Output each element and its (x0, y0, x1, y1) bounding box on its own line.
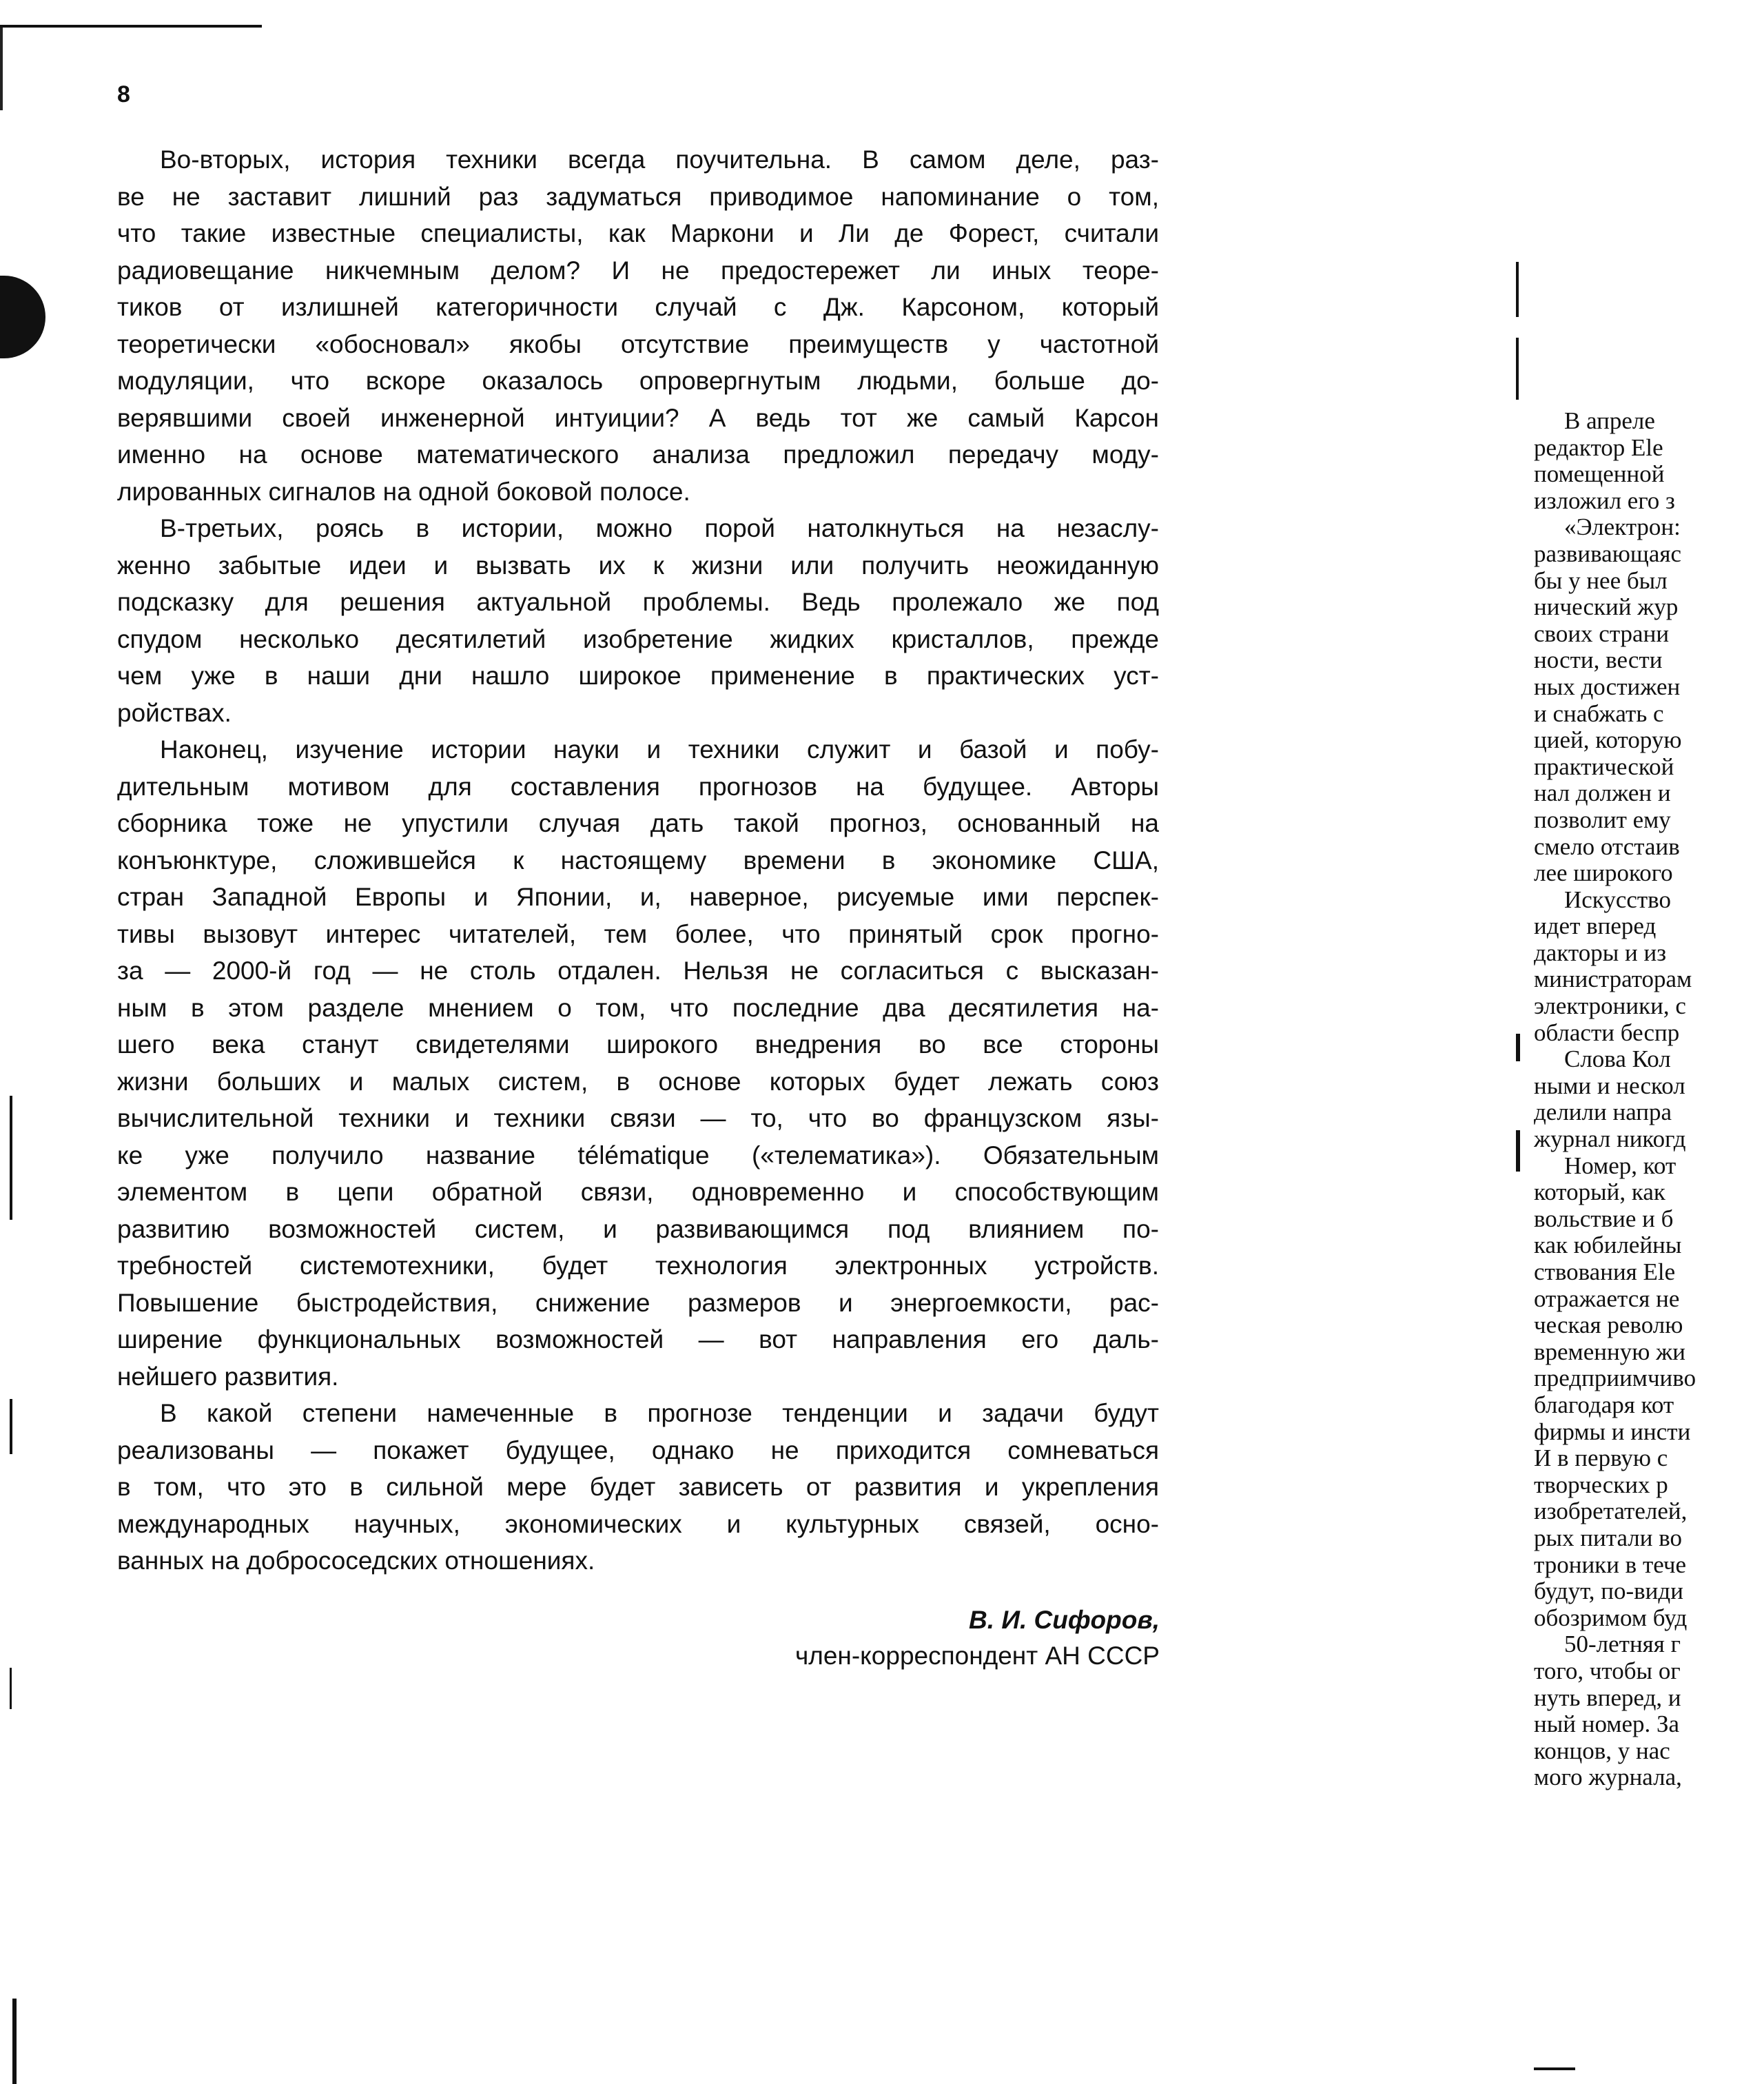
gutter-mark-4 (1516, 1130, 1520, 1172)
paragraph-line: дительным мотивом для составления прогнозов на будущее. Авторы (117, 772, 1159, 801)
author-name: В. И. Сифоров, (969, 1606, 1160, 1634)
paragraph-line: Повышение быстродействия, снижение размеров и энергоемкости, рас- (117, 1288, 1159, 1317)
side-column-line: предприимчиво (1534, 1365, 1696, 1392)
paragraph-line: ройствах. (117, 698, 232, 727)
signature-block (795, 1602, 1160, 1674)
scan-edge-mark-2 (10, 1399, 12, 1454)
paragraph-line: реализованы — покажет будущее, однако не приходится сомневаться (117, 1436, 1159, 1464)
paragraph-line: теоретически «обосновал» якобы отсутствие преимуществ у частотной (117, 329, 1159, 358)
side-column-line: И в первую с (1534, 1444, 1668, 1472)
paragraph-line: развитию возможностей систем, и развивающимся под влиянием по- (117, 1214, 1159, 1243)
side-column-line: бы у нее был (1534, 566, 1668, 594)
paragraph-line: радиовещание никчемным делом? И не предостережет ли иных теоре- (117, 256, 1159, 285)
side-column-line: дакторы и из (1534, 939, 1667, 966)
paragraph-line: спудом несколько десятилетий изобретение жидких кристаллов, прежде (117, 624, 1159, 653)
side-column-line: концов, у нас (1534, 1737, 1670, 1764)
paragraph-line: модуляции, что вскоре оказалось опровергнутым людьми, больше до- (117, 367, 1159, 395)
article-paragraph (117, 141, 1159, 510)
side-column-line: того, чтобы ог (1534, 1657, 1681, 1684)
paragraph-line: за — 2000-й год — не столь отдален. Нельзя не согласиться с высказан- (117, 957, 1159, 985)
paragraph-line: что такие известные специалисты, как Маркони и Ли де Форест, считали (117, 219, 1159, 247)
scan-edge-bottom (12, 1999, 17, 2084)
side-column-line: изобретателей, (1534, 1498, 1688, 1525)
side-column-line: области беспр (1534, 1019, 1680, 1046)
paragraph-line: ным в этом разделе мнением о том, что последние два десятилетия на- (117, 993, 1159, 1022)
side-column-line: ных достижен (1534, 673, 1681, 700)
side-column-line: смело отстаив (1534, 832, 1680, 860)
side-column-line: Номер, кот (1564, 1152, 1676, 1179)
side-column-line: Искусство (1564, 886, 1671, 913)
paragraph-line: именно на основе математического анализа предложил передачу моду- (117, 440, 1159, 469)
paragraph-line: чем уже в наши дни нашло широкое применение в практических уст- (117, 662, 1159, 690)
side-column-line: вольствие и б (1534, 1205, 1674, 1232)
paragraph-line: элементом в цепи обратной связи, одновременно и способствующим (117, 1178, 1159, 1206)
side-column-line: и снабжать с (1534, 699, 1664, 727)
paragraph-line: ванных на добрососедских отношениях. (117, 1546, 595, 1575)
scan-edge-mark-1 (10, 1096, 12, 1220)
side-column-line: будут, по-види (1534, 1577, 1683, 1605)
scan-edge-left (0, 28, 3, 110)
paragraph-line: Наконец, изучение истории науки и техники служит и базой и побу- (160, 735, 1159, 764)
paragraph-line: международных научных, экономических и культурных связей, осно- (117, 1509, 1159, 1538)
side-column-line: идет вперед (1534, 912, 1657, 940)
article-paragraph (117, 731, 1159, 1395)
paragraph-line: ширение функциональных возможностей — вот направления его даль- (117, 1325, 1159, 1353)
side-column-line: изложил его з (1534, 487, 1675, 514)
paragraph-line: сборника тоже не упустили случая дать такой прогноз, основанный на (117, 809, 1159, 837)
adjacent-page-column (1534, 408, 1764, 1791)
side-column-line: своих страни (1534, 620, 1670, 647)
side-column-line: редактор Ele (1534, 433, 1663, 461)
side-column-line: министраторам (1534, 966, 1692, 993)
paragraph-line: ве не заставит лишний раз задуматься приводимое напоминание о том, (117, 182, 1159, 211)
side-column-line: нуть вперед, и (1534, 1684, 1681, 1711)
scan-blot (0, 276, 45, 358)
article-paragraph (117, 510, 1159, 731)
side-column-line: ствования Ele (1534, 1258, 1676, 1285)
side-column-line: который, как (1534, 1178, 1665, 1206)
side-column-line: ный номер. За (1534, 1710, 1680, 1738)
gutter-mark-1 (1516, 262, 1519, 317)
paragraph-line: лированных сигналов на одной боковой полосе. (117, 477, 690, 506)
side-column-line: цией, которую (1534, 726, 1682, 754)
paragraph-line: женно забытые идеи и вызвать их к жизни или получить неожиданную (117, 551, 1159, 580)
paragraph-line: Во-вторых, история техники всегда поучительна. В самом деле, раз- (160, 145, 1159, 174)
side-column-line: нический жур (1534, 593, 1679, 621)
side-column-line: благодаря кот (1534, 1391, 1674, 1418)
scan-edge-mark-3 (10, 1668, 12, 1709)
side-column-line: временную жи (1534, 1338, 1686, 1365)
author-title: член-корреспондент АН СССР (794, 1642, 1160, 1670)
paragraph-line: требностей системотехники, будет технология электронных устройств. (117, 1252, 1159, 1280)
side-column-line: лее широкого (1534, 859, 1673, 887)
side-column-line: нал должен и (1534, 779, 1671, 807)
side-column-line: обозримом буд (1534, 1604, 1688, 1631)
side-column-line: отражается не (1534, 1285, 1680, 1312)
side-column-line: В апреле (1564, 408, 1655, 434)
side-column-line: фирмы и инсти (1534, 1418, 1691, 1445)
paragraph-line: жизни больших и малых систем, в основе которых будет лежать союз (117, 1067, 1159, 1096)
paragraph-line: стран Западной Европы и Японии, и, наверное, рисуемые ими перспек- (117, 883, 1159, 911)
paragraph-line: подсказку для решения актуальной проблемы. Ведь пролежало же под (117, 588, 1159, 616)
article-body (117, 141, 1159, 1580)
side-column-line: электроники, с (1534, 992, 1686, 1020)
side-column-line: практической (1534, 753, 1674, 780)
paragraph-line: в том, что это в сильной мере будет зависеть от развития и укрепления (117, 1473, 1159, 1501)
side-column-line: троники в тече (1534, 1551, 1687, 1578)
paragraph-line: В-третьих, роясь в истории, можно порой натолкнуться на незаслу- (160, 514, 1159, 542)
gutter-mark-2 (1516, 338, 1519, 400)
side-column-line: помещенной (1534, 460, 1665, 488)
paragraph-line: верявшими своей инженерной интуиции? А ведь тот же самый Карсон (117, 403, 1159, 432)
side-column-line: творческих р (1534, 1471, 1668, 1498)
paragraph-line: тиков от излишней категоричности случай с Дж. Карсоном, который (117, 293, 1159, 321)
paragraph-line: В какой степени намеченные в прогнозе тенденции и задачи будут (160, 1399, 1159, 1427)
paragraph-line: конъюнктуре, сложившейся к настоящему времени в экономике США, (117, 846, 1159, 875)
paragraph-line: нейшего развития. (117, 1362, 339, 1391)
side-column-line: развивающаяс (1534, 540, 1681, 567)
paragraph-line: шего века станут свидетелями широкого внедрения во все стороны (117, 1030, 1159, 1059)
side-column-line: позволит ему (1534, 806, 1671, 833)
paragraph-line: ке уже получило название télématique («телематика»). Обязательным (117, 1141, 1159, 1169)
paragraph-line: вычислительной техники и техники связи — то, что во французском язы- (117, 1104, 1159, 1132)
side-column-line: ческая револю (1534, 1311, 1683, 1339)
page-number: 8 (117, 81, 130, 108)
side-column-line: делили напра (1534, 1099, 1672, 1126)
side-column-line: 50-летняя г (1564, 1631, 1681, 1658)
side-column-line: журнал никогд (1534, 1125, 1686, 1153)
side-column-line: рых питали во (1534, 1524, 1683, 1551)
side-column-line: мого журнала, (1534, 1764, 1682, 1791)
side-column-line: «Электрон: (1564, 513, 1681, 541)
scan-edge-top (0, 25, 262, 28)
gutter-mark-3 (1516, 1034, 1520, 1061)
side-column-line: Слова Кол (1564, 1045, 1671, 1073)
article-paragraph (117, 1395, 1159, 1580)
side-column-line: ными и нескол (1534, 1072, 1685, 1099)
paragraph-line: тивы вызовут интерес читателей, тем более, что принятый срок прогно- (117, 919, 1159, 948)
gutter-mark-5 (1534, 2067, 1575, 2070)
side-column-line: как юбилейны (1534, 1232, 1682, 1259)
side-column-line: ности, вести (1534, 646, 1663, 674)
